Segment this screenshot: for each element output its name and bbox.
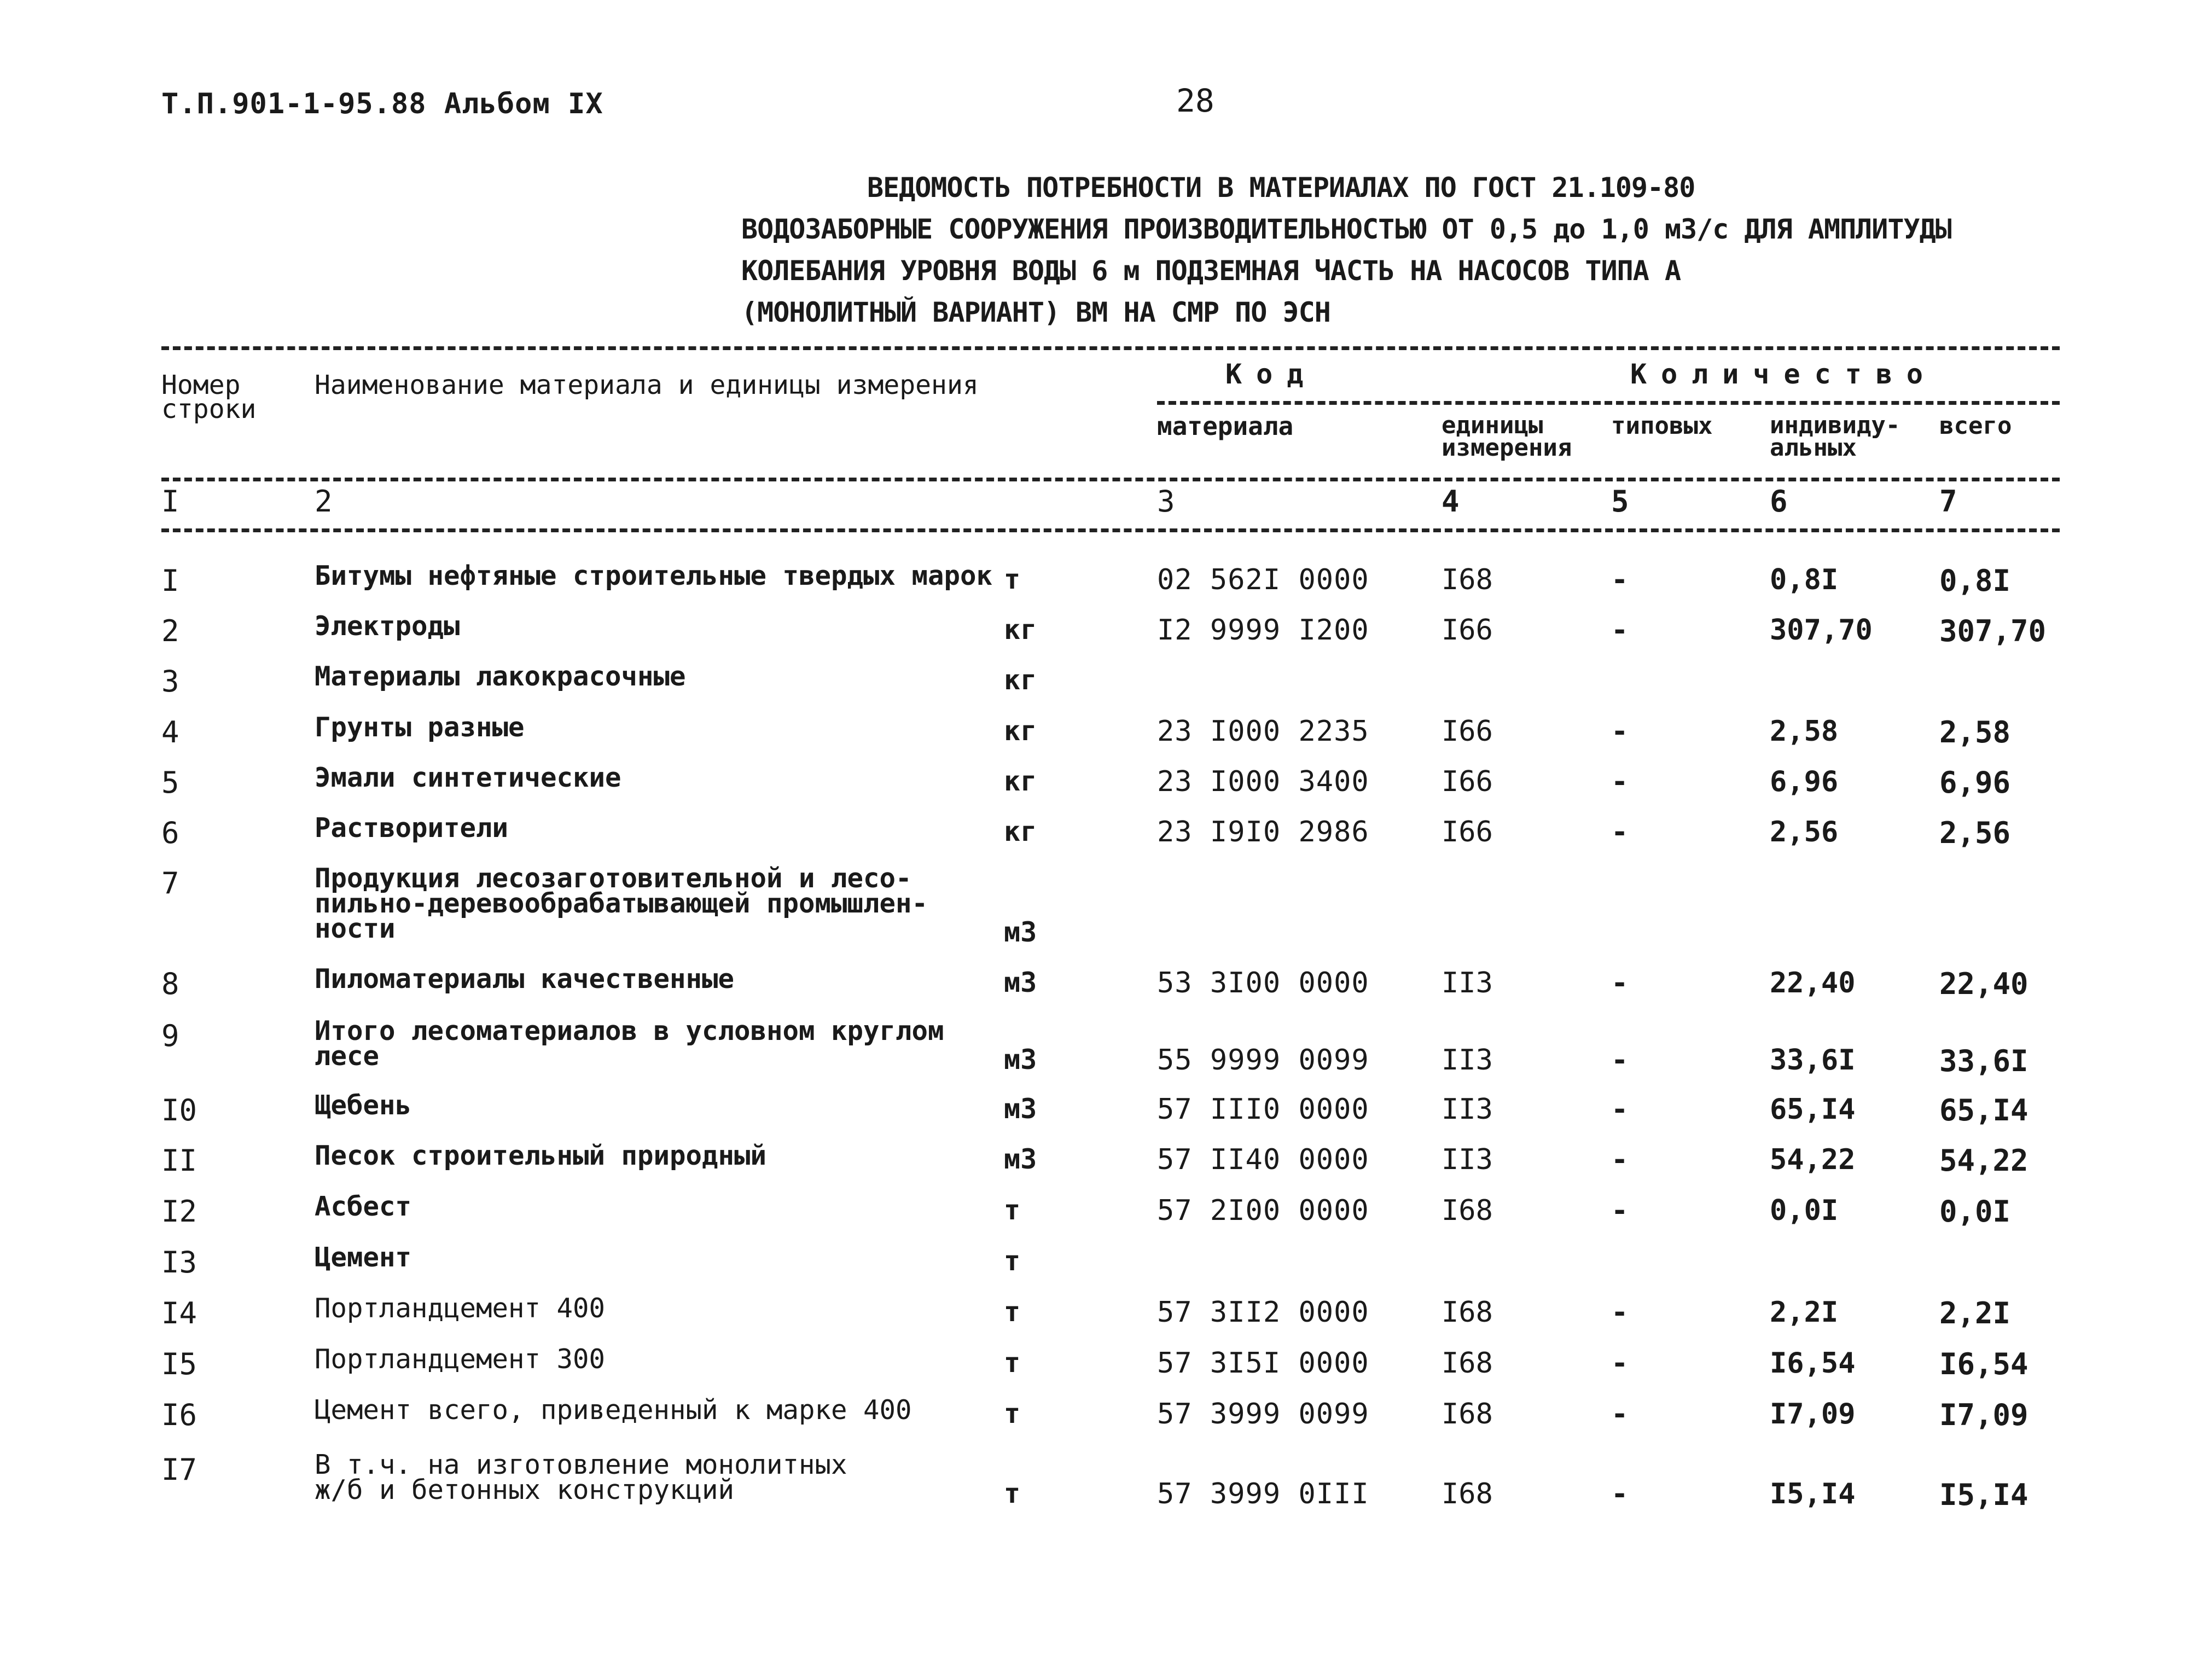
material-code: 57 3999 0III	[1157, 1478, 1369, 1510]
material-code: 02 562I 0000	[1157, 563, 1369, 596]
row-number: I2	[161, 1194, 197, 1229]
header-typical: типовых	[1611, 412, 1713, 440]
material-name	[315, 1090, 412, 1121]
material-name-line: лесе	[315, 1040, 380, 1072]
unit: кг	[1004, 614, 1037, 646]
column-number: 4	[1442, 484, 1460, 519]
header-individual-1: индивиду-	[1770, 411, 1900, 439]
individual-qty: I6,54	[1770, 1347, 1856, 1380]
table-top-rule	[161, 346, 2060, 350]
individual-qty: 2,58	[1770, 715, 1839, 748]
header-unit-code-1: единицы	[1442, 411, 1543, 439]
material-name-line: Щебень	[315, 1090, 412, 1121]
unit-code: II3	[1442, 967, 1493, 999]
unit-code: I68	[1442, 563, 1493, 596]
unit: м3	[1004, 916, 1037, 948]
row-number: 7	[161, 866, 179, 900]
table-row	[0, 661, 2197, 714]
typical-qty: -	[1611, 1044, 1629, 1077]
individual-qty: 6,96	[1770, 765, 1839, 798]
table-row	[0, 812, 2197, 866]
material-code: 23 I000 2235	[1157, 715, 1369, 748]
column-numbers-rule	[161, 528, 2060, 532]
unit: т	[1004, 1347, 1021, 1379]
material-name	[315, 1344, 606, 1375]
individual-qty: 2,56	[1770, 816, 1839, 848]
column-number: I	[161, 484, 179, 519]
total-qty: 54,22	[1939, 1143, 2029, 1178]
document-id: Т.П.901-1-95.88 Альбом IX	[161, 88, 603, 120]
unit-code: II3	[1442, 1044, 1493, 1077]
row-number: II	[161, 1143, 197, 1178]
row-number: I7	[161, 1452, 197, 1487]
typical-qty: -	[1611, 1093, 1629, 1126]
material-name-line: Пиломатериалы качественные	[315, 963, 735, 995]
typical-qty: -	[1611, 816, 1629, 848]
material-name	[315, 611, 460, 642]
typical-qty: -	[1611, 1194, 1629, 1227]
header-quantity-group: Количество	[1630, 358, 1938, 390]
table-row	[0, 611, 2197, 664]
header-total: всего	[1939, 412, 2012, 440]
material-name	[315, 812, 509, 844]
unit: м3	[1004, 1143, 1037, 1175]
total-qty: 307,70	[1939, 614, 2047, 648]
material-name-line: Битумы нефтяные строительные твердых марок	[315, 560, 993, 591]
title-line-2: ВОДОЗАБОРНЫЕ СООРУЖЕНИЯ ПРОИЗВОДИТЕЛЬНОСТЬЮ ОТ 0,5 до 1,0 м3/с ДЛЯ АМПЛИТУДЫ	[741, 213, 1951, 245]
unit-code: I66	[1442, 816, 1493, 848]
unit: м3	[1004, 1044, 1037, 1076]
typical-qty: -	[1611, 967, 1629, 999]
typical-qty: -	[1611, 614, 1629, 647]
material-name	[315, 1242, 412, 1273]
unit: кг	[1004, 765, 1037, 797]
table-row	[0, 1015, 2197, 1084]
unit: кг	[1004, 664, 1037, 696]
material-name	[315, 762, 621, 793]
unit-code: I68	[1442, 1296, 1493, 1329]
header-material-code: материала	[1157, 411, 1294, 441]
document-title	[741, 167, 1951, 333]
typical-qty: -	[1611, 1347, 1629, 1380]
unit-code: I66	[1442, 614, 1493, 647]
individual-qty: 54,22	[1770, 1143, 1856, 1176]
total-qty: 2,2I	[1939, 1296, 2011, 1330]
material-name	[315, 963, 735, 995]
table-row	[0, 1293, 2197, 1346]
row-number: 6	[161, 816, 179, 850]
material-name-line: Итого лесоматериалов в условном круглом	[315, 1015, 944, 1047]
material-name-line: Цемент	[315, 1242, 412, 1273]
total-qty: 0,8I	[1939, 563, 2011, 598]
material-code: 55 9999 0099	[1157, 1044, 1369, 1077]
material-code: 57 3II2 0000	[1157, 1296, 1369, 1329]
individual-qty: 65,I4	[1770, 1093, 1856, 1126]
material-name-line: Материалы лакокрасочные	[315, 661, 686, 692]
individual-qty: 2,2I	[1770, 1296, 1839, 1329]
material-name	[315, 560, 993, 591]
unit-code: I68	[1442, 1478, 1493, 1510]
page-number: 28	[1176, 82, 1214, 119]
unit-code: I66	[1442, 715, 1493, 748]
typical-qty: -	[1611, 563, 1629, 596]
individual-qty: 22,40	[1770, 967, 1856, 999]
typical-qty: -	[1611, 1478, 1629, 1510]
total-qty: 2,58	[1939, 715, 2011, 749]
unit: т	[1004, 1296, 1021, 1328]
material-name-line: Цемент всего, приведенный к марке 400	[315, 1394, 912, 1426]
individual-qty: I5,I4	[1770, 1478, 1856, 1510]
material-name	[315, 863, 928, 944]
typical-qty: -	[1611, 1398, 1629, 1431]
typical-qty: -	[1611, 715, 1629, 748]
row-number: I6	[161, 1398, 197, 1432]
unit: т	[1004, 1245, 1021, 1277]
material-name-line: Портландцемент 300	[315, 1344, 606, 1375]
material-name-line: Песок строительный природный	[315, 1140, 767, 1171]
individual-qty: 307,70	[1770, 614, 1873, 647]
table-row	[0, 1394, 2197, 1448]
individual-qty: 33,6I	[1770, 1044, 1856, 1077]
material-name-line: ж/б и бетонных конструкций	[315, 1474, 735, 1505]
material-name-line: Эмали синтетические	[315, 762, 621, 793]
row-number: I0	[161, 1093, 197, 1127]
material-name-line: В т.ч. на изготовление монолитных	[315, 1449, 847, 1480]
column-number: 2	[315, 484, 333, 519]
unit: м3	[1004, 1093, 1037, 1125]
individual-qty: 0,0I	[1770, 1194, 1839, 1227]
title-line-4: (МОНОЛИТНЫЙ ВАРИАНТ) ВМ НА СМР ПО ЭСН	[741, 297, 1330, 328]
unit: м3	[1004, 967, 1037, 998]
row-number: 9	[161, 1019, 179, 1053]
row-number: 2	[161, 614, 179, 648]
row-number: I	[161, 563, 179, 598]
table-row	[0, 762, 2197, 816]
material-name-line: Портландцемент 400	[315, 1293, 606, 1324]
unit: т	[1004, 1398, 1021, 1429]
material-name-line: Асбест	[315, 1191, 412, 1222]
material-code: 23 I000 3400	[1157, 765, 1369, 798]
header-individual-2: альных	[1770, 434, 1857, 462]
unit-code: I68	[1442, 1398, 1493, 1431]
material-code: 57 II40 0000	[1157, 1143, 1369, 1176]
material-name	[315, 1140, 767, 1171]
table-row	[0, 1191, 2197, 1245]
material-code: I2 9999 I200	[1157, 614, 1369, 647]
title-line-1: ВЕДОМОСТЬ ПОТРЕБНОСТИ В МАТЕРИАЛАХ ПО ГОСТ 21.109-80	[867, 172, 1695, 204]
header-row-number-2: строки	[161, 394, 257, 425]
group-header-rule	[1157, 401, 2060, 405]
material-code: 57 2I00 0000	[1157, 1194, 1369, 1227]
header-code-group: Код	[1225, 358, 1318, 390]
material-name-line: ности	[315, 913, 396, 944]
row-number: 5	[161, 765, 179, 800]
material-name	[315, 1449, 847, 1505]
unit-code: I66	[1442, 765, 1493, 798]
table-row	[0, 1090, 2197, 1143]
material-name	[315, 1293, 606, 1324]
row-number: 4	[161, 715, 179, 749]
total-qty: I6,54	[1939, 1347, 2029, 1381]
typical-qty: -	[1611, 1296, 1629, 1329]
column-number: 6	[1770, 484, 1788, 519]
total-qty: 2,56	[1939, 816, 2011, 850]
material-name-line: Электроды	[315, 611, 460, 642]
material-name	[315, 712, 525, 743]
material-name-line: Грунты разные	[315, 712, 525, 743]
table-row	[0, 1344, 2197, 1397]
row-number: I5	[161, 1347, 197, 1381]
total-qty: 33,6I	[1939, 1044, 2029, 1078]
row-number: 3	[161, 664, 179, 699]
material-name-line: пильно-деревообрабатывающей промышлен-	[315, 888, 928, 919]
table-row	[0, 560, 2197, 614]
unit: кг	[1004, 715, 1037, 747]
total-qty: 6,96	[1939, 765, 2011, 800]
unit-code: II3	[1442, 1143, 1493, 1176]
table-row	[0, 963, 2197, 1017]
material-name-line: Растворители	[315, 812, 509, 844]
total-qty: I5,I4	[1939, 1478, 2029, 1512]
total-qty: 22,40	[1939, 967, 2029, 1001]
column-number: 3	[1157, 484, 1175, 519]
material-code: 53 3I00 0000	[1157, 967, 1369, 999]
total-qty: I7,09	[1939, 1398, 2029, 1432]
typical-qty: -	[1611, 765, 1629, 798]
individual-qty: 0,8I	[1770, 563, 1839, 596]
table-row	[0, 1242, 2197, 1295]
material-name-line: Продукция лесозаготовительной и лесо-	[315, 863, 912, 894]
unit-code: I68	[1442, 1194, 1493, 1227]
material-code: 57 III0 0000	[1157, 1093, 1369, 1126]
table-row	[0, 863, 2197, 964]
table-row	[0, 712, 2197, 765]
table-row	[0, 1140, 2197, 1194]
total-qty: 0,0I	[1939, 1194, 2011, 1229]
material-code: 57 3999 0099	[1157, 1398, 1369, 1431]
title-line-3: КОЛЕБАНИЯ УРОВНЯ ВОДЫ 6 м ПОДЗЕМНАЯ ЧАСТЬ НА НАСОСОВ ТИПА А	[741, 255, 1681, 287]
unit: т	[1004, 1478, 1021, 1509]
row-number: I3	[161, 1245, 197, 1280]
material-code: 57 3I5I 0000	[1157, 1347, 1369, 1380]
row-number: I4	[161, 1296, 197, 1330]
typical-qty: -	[1611, 1143, 1629, 1176]
header-unit-code-2: измерения	[1442, 434, 1572, 462]
unit-code: II3	[1442, 1093, 1493, 1126]
column-number: 5	[1611, 484, 1629, 519]
header-bottom-rule	[161, 478, 2060, 481]
total-qty: 65,I4	[1939, 1093, 2029, 1127]
material-name	[315, 661, 686, 692]
row-number: 8	[161, 967, 179, 1001]
table-row	[0, 1449, 2197, 1524]
header-row-number-1: Номер	[161, 370, 241, 400]
column-number: 7	[1939, 484, 1957, 519]
unit-code: I68	[1442, 1347, 1493, 1380]
material-name	[315, 1394, 912, 1426]
material-name	[315, 1191, 412, 1222]
material-name	[315, 1015, 944, 1072]
unit: кг	[1004, 816, 1037, 847]
unit: т	[1004, 563, 1021, 595]
material-code: 23 I9I0 2986	[1157, 816, 1369, 848]
unit: т	[1004, 1194, 1021, 1226]
header-material-name: Наименование материала и единицы измерения	[315, 370, 979, 400]
individual-qty: I7,09	[1770, 1398, 1856, 1431]
